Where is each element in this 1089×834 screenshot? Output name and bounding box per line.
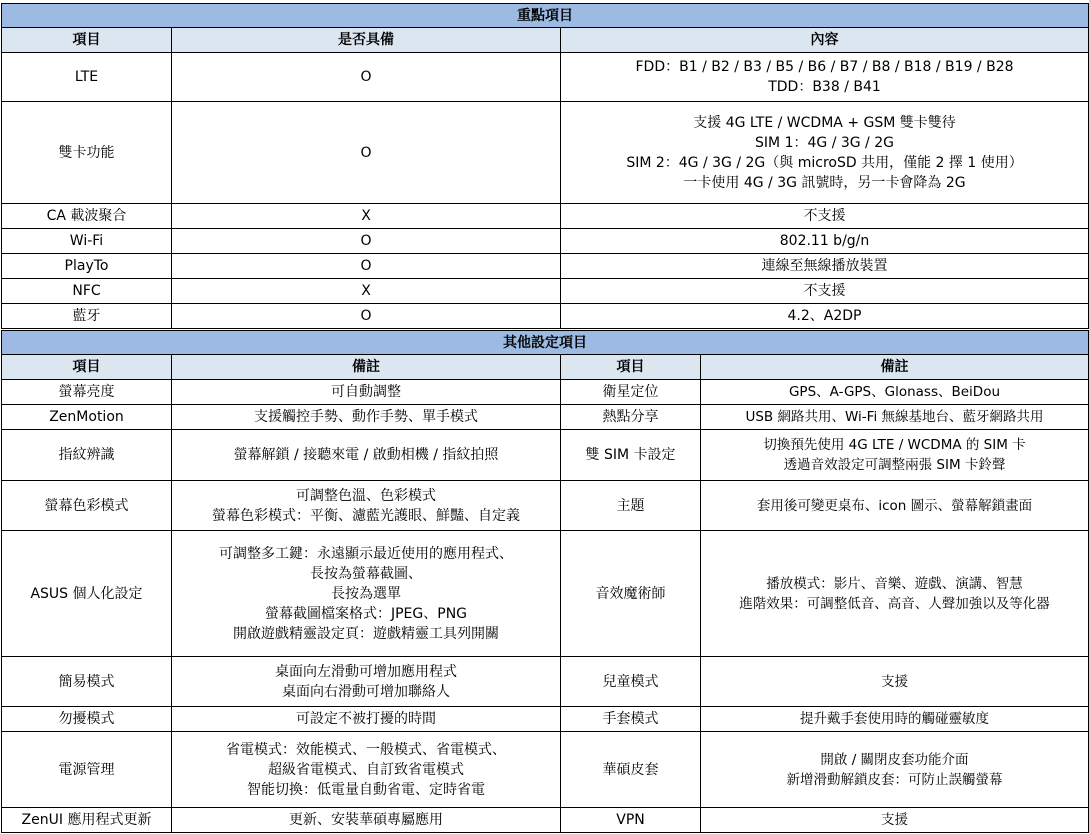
setting-name: ZenUI 應用程式更新 <box>2 808 172 833</box>
cell-line: FDD：B1 / B2 / B3 / B5 / B6 / B7 / B8 / B18 / B19 / B28 <box>635 59 1014 75</box>
setting-name: ZenMotion <box>2 405 172 430</box>
feature-content <box>561 53 1089 102</box>
cell-line: SIM 2：4G / 3G / 2G（與 microSD 共用，僅能 2 擇 1 使用） <box>626 154 1023 171</box>
cell-line: 切換預先使用 4G LTE / WCDMA 的 SIM 卡 <box>763 437 1026 453</box>
table-row <box>2 657 1089 707</box>
cell-line: 智能切換：低電量自動省電、定時省電 <box>247 781 485 798</box>
cell-line: 進階效果：可調整低音、高音、人聲加強以及等化器 <box>739 595 1050 612</box>
table-row <box>2 102 1089 204</box>
feature-name: NFC <box>2 279 172 304</box>
feature-name: 雙卡功能 <box>2 102 172 204</box>
table-row <box>2 254 1089 279</box>
column-header: 備註 <box>172 355 561 380</box>
cell-line: 螢幕色彩模式：平衡、濾藍光護眼、鮮豔、自定義 <box>212 507 520 524</box>
table-row <box>2 430 1089 481</box>
table-row <box>2 204 1089 229</box>
table-row <box>2 53 1089 102</box>
setting-note <box>701 405 1089 430</box>
setting-note <box>172 732 561 808</box>
column-header: 項目 <box>2 355 172 380</box>
setting-note <box>701 481 1089 531</box>
key-features-table <box>1 3 1089 329</box>
cell-line: 不支援 <box>803 208 846 224</box>
cell-line: 螢幕解鎖 / 接聽來電 / 啟動相機 / 指紋拍照 <box>233 447 499 463</box>
table-row <box>2 229 1089 254</box>
setting-note <box>172 405 561 430</box>
cell-line: 透過音效設定可調整兩張 SIM 卡鈴聲 <box>783 457 1006 473</box>
setting-note <box>701 531 1089 657</box>
feature-availability: X <box>172 279 561 304</box>
cell-line: 桌面向左滑動可增加應用程式 <box>275 663 457 680</box>
feature-content <box>561 304 1089 329</box>
setting-name: 兒童模式 <box>561 657 701 707</box>
cell-line: 開啟 / 關閉皮套功能介面 <box>820 751 969 768</box>
table-row <box>2 808 1089 833</box>
cell-line: 4.2、A2DP <box>787 308 862 324</box>
cell-line: 省電模式：效能模式、一般模式、省電模式、 <box>226 741 506 758</box>
feature-availability: O <box>172 53 561 102</box>
table-row <box>2 707 1089 732</box>
feature-name: 藍牙 <box>2 304 172 329</box>
setting-name: 華碩皮套 <box>561 732 701 808</box>
table-row <box>2 279 1089 304</box>
setting-name: 簡易模式 <box>2 657 172 707</box>
feature-availability: O <box>172 102 561 204</box>
setting-note <box>172 808 561 833</box>
cell-line: 播放模式：影片、音樂、遊戲、演講、智慧 <box>766 575 1023 592</box>
setting-name: 熱點分享 <box>561 405 701 430</box>
cell-line: 支援 4G LTE / WCDMA + GSM 雙卡雙待 <box>693 114 956 131</box>
cell-line: 套用後可變更桌布、icon 圖示、螢幕解鎖畫面 <box>756 497 1033 514</box>
cell-line: USB 網路共用、Wi-Fi 無線基地台、藍牙網路共用 <box>745 409 1044 425</box>
cell-line: 802.11 b/g/n <box>779 233 870 249</box>
cell-line: 長按為選單 <box>331 585 401 602</box>
setting-note <box>701 808 1089 833</box>
column-header: 是否具備 <box>172 28 561 53</box>
table-row <box>2 481 1089 531</box>
cell-line: 更新、安裝華碩專屬應用 <box>289 812 443 828</box>
cell-line: GPS、A-GPS、Glonass、BeiDou <box>788 384 1001 400</box>
cell-line: 超級省電模式、自訂致省電模式 <box>268 761 464 778</box>
feature-content <box>561 229 1089 254</box>
table-row <box>2 304 1089 329</box>
feature-name: LTE <box>2 53 172 102</box>
setting-name: 手套模式 <box>561 707 701 732</box>
cell-line: 支援 <box>881 812 908 828</box>
cell-line: 連線至無線播放裝置 <box>761 258 888 274</box>
cell-line: 螢幕截圖檔案格式：JPEG、PNG <box>264 605 468 622</box>
feature-content <box>561 204 1089 229</box>
setting-note <box>172 707 561 732</box>
feature-availability: O <box>172 304 561 329</box>
column-header: 項目 <box>561 355 701 380</box>
cell-line: 可調整多工鍵：永遠顯示最近使用的應用程式、 <box>219 545 513 562</box>
section1-title: 重點項目 <box>2 4 1089 28</box>
cell-line: 支援 <box>881 673 908 690</box>
feature-name: Wi-Fi <box>2 229 172 254</box>
setting-note <box>172 481 561 531</box>
setting-name: 螢幕色彩模式 <box>2 481 172 531</box>
setting-note <box>172 657 561 707</box>
cell-line: 不支援 <box>803 283 846 299</box>
column-header: 內容 <box>561 28 1089 53</box>
feature-content <box>561 279 1089 304</box>
feature-availability: O <box>172 254 561 279</box>
cell-line: 新增滑動解鎖皮套：可防止誤觸螢幕 <box>786 771 1003 788</box>
feature-availability: X <box>172 204 561 229</box>
feature-name: CA 載波聚合 <box>2 204 172 229</box>
setting-note <box>701 430 1089 481</box>
cell-line: 可自動調整 <box>331 384 401 400</box>
cell-line: 開啟遊戲精靈設定頁：遊戲精靈工具列開關 <box>233 625 499 642</box>
cell-line: 桌面向右滑動可增加聯絡人 <box>282 683 450 700</box>
setting-name: 電源管理 <box>2 732 172 808</box>
setting-note <box>701 380 1089 405</box>
setting-name: VPN <box>561 808 701 833</box>
cell-line: SIM 1：4G / 3G / 2G <box>755 134 894 151</box>
setting-name: 指紋辨識 <box>2 430 172 481</box>
setting-note <box>701 732 1089 808</box>
column-header: 備註 <box>701 355 1089 380</box>
cell-line: 可設定不被打擾的時間 <box>296 711 436 727</box>
table-row <box>2 405 1089 430</box>
setting-name: 勿擾模式 <box>2 707 172 732</box>
feature-content <box>561 102 1089 204</box>
table-row <box>2 531 1089 657</box>
setting-name: 雙 SIM 卡設定 <box>561 430 701 481</box>
setting-name: 螢幕亮度 <box>2 380 172 405</box>
column-header: 項目 <box>2 28 172 53</box>
setting-note <box>701 707 1089 732</box>
cell-line: TDD：B38 / B41 <box>768 79 881 95</box>
other-settings-table <box>1 330 1089 833</box>
section2-title: 其他設定項目 <box>2 331 1089 355</box>
cell-line: 支援觸控手勢、動作手勢、單手模式 <box>254 409 478 425</box>
cell-line: 一卡使用 4G / 3G 訊號時，另一卡會降為 2G <box>683 174 966 191</box>
setting-note <box>172 430 561 481</box>
setting-note <box>172 380 561 405</box>
setting-note <box>701 657 1089 707</box>
cell-line: 提升戴手套使用時的觸碰靈敏度 <box>800 711 989 727</box>
feature-content <box>561 254 1089 279</box>
setting-name: 主題 <box>561 481 701 531</box>
cell-line: 可調整色溫、色彩模式 <box>296 487 436 504</box>
feature-availability: O <box>172 229 561 254</box>
feature-name: PlayTo <box>2 254 172 279</box>
table-row <box>2 732 1089 808</box>
setting-name: 衛星定位 <box>561 380 701 405</box>
table-row <box>2 380 1089 405</box>
setting-name: 音效魔術師 <box>561 531 701 657</box>
setting-note <box>172 531 561 657</box>
cell-line: 長按為螢幕截圖、 <box>310 565 422 582</box>
setting-name: ASUS 個人化設定 <box>2 531 172 657</box>
